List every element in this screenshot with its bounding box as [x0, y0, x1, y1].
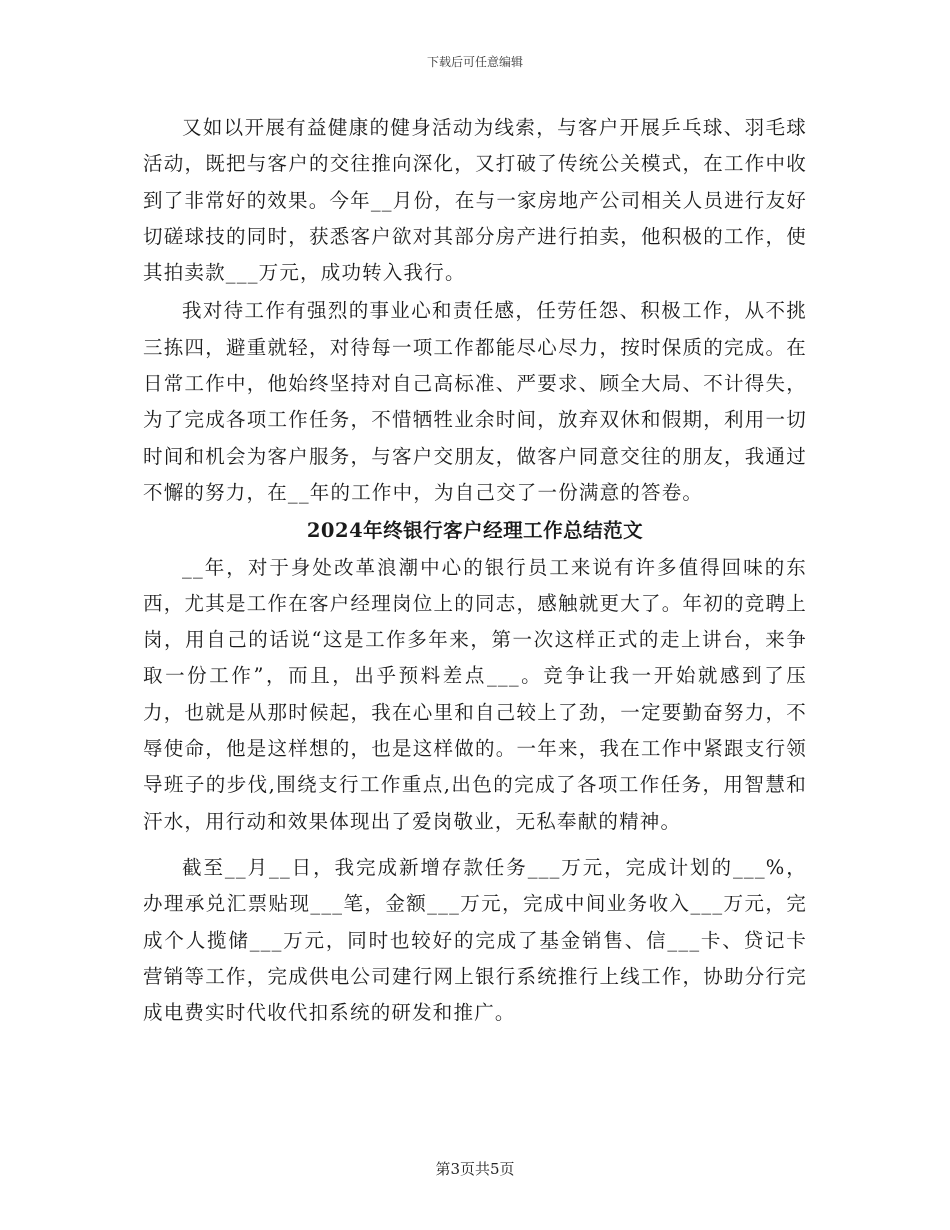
page-header-note: 下载后可任意编辑: [426, 55, 523, 69]
paragraph-achievements: 截至__月__日，我完成新增存款任务___万元，完成计划的___%，办理承兑汇票贴现___笔，金额___万元，完成中间业务收入___万元，完成个人揽储___万元，同时也较好的完成了基金销售、信___卡、贷记卡营销等工作，完成供电公司建行网上银行系统推行上线工作，协助分行完成电费实时代收代扣系统的研发和推广。: [143, 855, 807, 1025]
paragraph-year-review: __年，对于身处改革浪潮中心的银行员工来说有许多值得回味的东西，尤其是工作在客户经理岗位上的同志，感触就更大了。年初的竞聘上岗，用自己的话说“这是工作多年来，第一次这样正式的走上讲台，来争取一份工作”，而且，出乎预料差点___。竞争让我一开始就感到了压力，也就是从那时候起，我在心里和自己较上了劲，一定要勤奋努力，不辱使命，他是这样想的，也是这样做的。一年来，我在工作中紧跟支行领导班子的步伐,围绕支行工作重点,出色的完成了各项工作任务，用智慧和汗水，用行动和效果体现出了爱岗敬业，无私奉献的精神。: [143, 555, 807, 833]
page-number: 第3页共5页: [435, 1160, 515, 1178]
paragraph-fitness-activities: 又如以开展有益健康的健身活动为线索，与客户开展乒乓球、羽毛球活动，既把与客户的交往推向深化，又打破了传统公关模式，在工作中收到了非常好的效果。今年__月份，在与一家房地产公司相关人员进行友好切磋球技的同时，获悉客户欲对其部分房产进行拍卖，他积极的工作，使其拍卖款___万元，成功转入我行。: [143, 116, 807, 285]
paragraph-work-attitude: 我对待工作有强烈的事业心和责任感，任劳任怨、积极工作，从不挑三拣四，避重就轻，对待每一项工作都能尽心尽力，按时保质的完成。在日常工作中，他始终坚持对自己高标准、严要求、顾全大局、不计得失，为了完成各项工作任务，不惜牺牲业余时间，放弃双休和假期，利用一切时间和机会为客户服务，与客户交朋友，做客户同意交往的朋友，我通过不懈的努力，在__年的工作中，为自己交了一份满意的答卷。: [143, 299, 807, 504]
document-body: [143, 110, 807, 1031]
section-heading: 2024年终银行客户经理工作总结范文: [306, 519, 644, 543]
